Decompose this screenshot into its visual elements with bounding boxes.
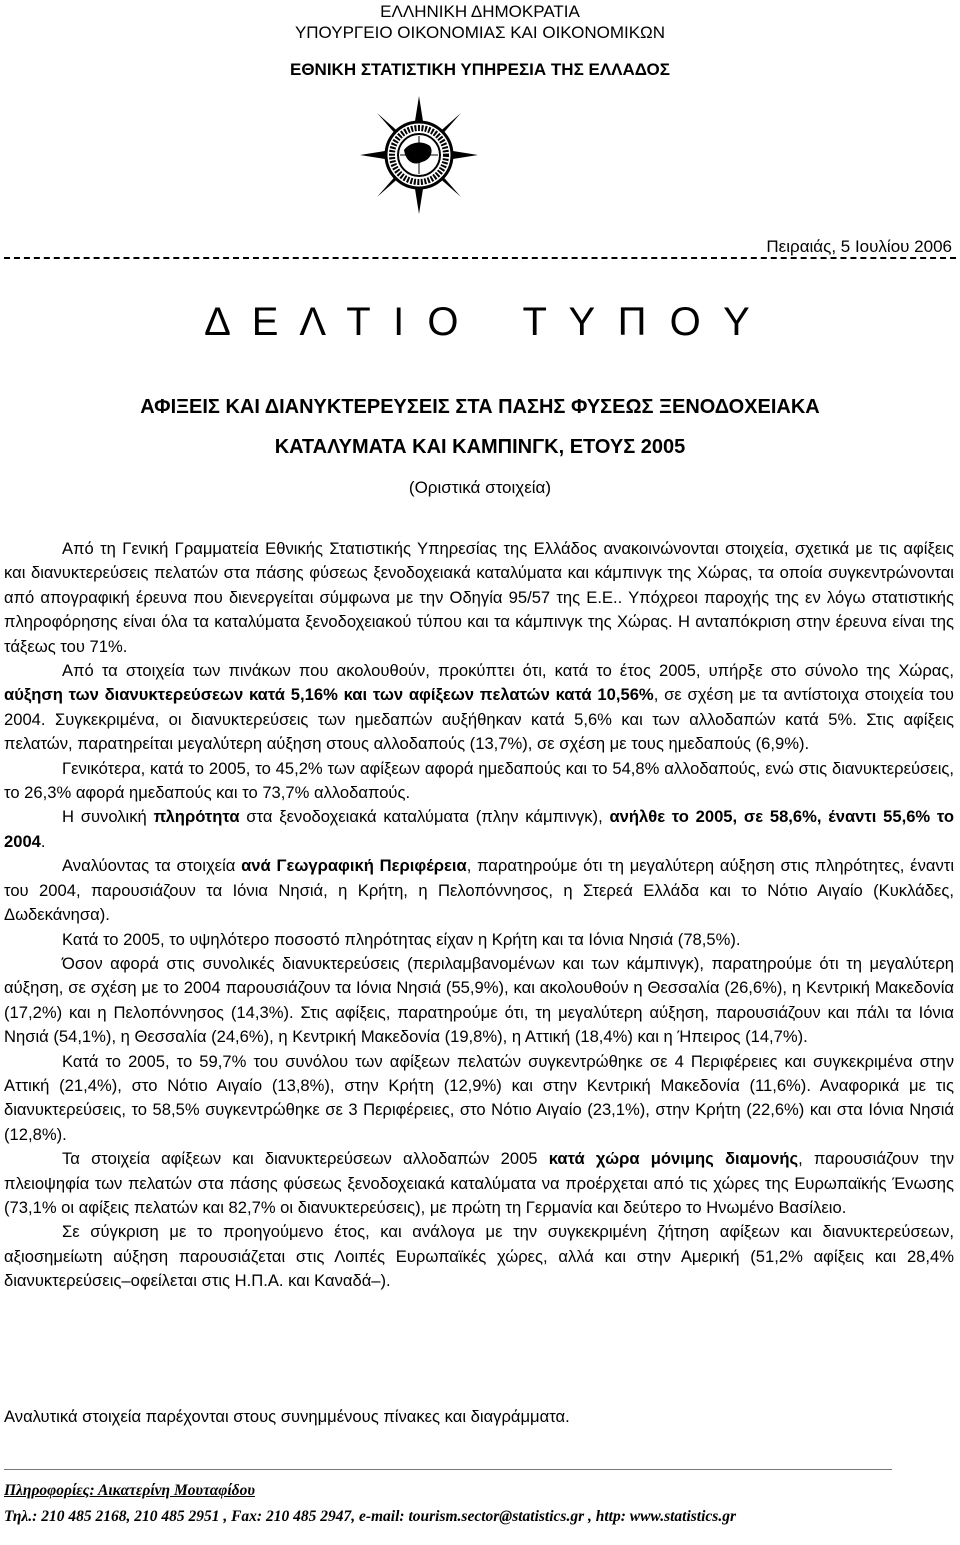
paragraph-2 (4, 659, 954, 757)
header-divider (4, 257, 956, 259)
p9-text-c: , παρουσιάζουν την πλειοψηφία των πελατών στα πάσης φύσεως ξενοδοχειακά καταλύματα να προέρχεται από τις χώρες της Ευρωπαϊκής Ένωσης (73,1% οι αφίξεις πελατών και 82,7% οι διανυκτερεύσεις), με πρώτη τη Γερμανία και δεύτερο το Ηνωμένο Βασίλειο. (4, 1149, 954, 1217)
footer-divider (4, 1469, 892, 1470)
p4-bold-a: πληρότητα (153, 807, 240, 827)
paragraph-1: Από τη Γενική Γραμματεία Εθνικής Στατιστικής Υπηρεσίας της Ελλάδος ανακοινώνονται στοιχεία, σχετικά με τις αφίξεις και διανυκτερεύσεις πελατών στα πάσης φύσεως ξενοδοχειακά καταλύματα και κάμπινγκ της Χώρας, τα οποία συγκεντρώνονται από απογραφική έρευνα που διενεργείται σύμφωνα με την Οδηγία 95/57 της Ε.Ε.. Υπόχρεοι παροχής της εν λόγω στατιστικής πληροφόρησης είναι όλα τα καταλύματα ξενοδοχειακού τύπου και τα κάμπινγκ της Χώρας. Η ανταπόκριση στην έρευνα είναι της τάξεως του 71%. (4, 539, 954, 656)
p4-text-c: στα ξενοδοχειακά καταλύματα (πλην κάμπινγκ), (239, 807, 610, 827)
p2-text-a: Από τα στοιχεία των πινάκων που ακολουθούν, προκύπτει ότι, κατά το έτος 2005, υπήρξε στο σύνολο της Χώρας, (62, 661, 954, 681)
body-text (4, 537, 954, 1294)
title-part-1: Δ Ε Λ Τ Ι Ο (204, 300, 465, 344)
p2-bold: αύξηση των διανυκτερεύσεων κατά 5,16% και των αφίξεων πελατών κατά 10,56% (4, 685, 654, 705)
subtitle-note: (Οριστικά στοιχεία) (408, 478, 552, 497)
footer-contact-details: Τηλ.: 210 485 2168, 210 485 2951 , Fax: 210 485 2947, e-mail: tourism.sector@statistics.gr , http: www.statistics.gr (4, 1508, 736, 1525)
subtitle-line-1: ΑΦΙΞΕΙΣ ΚΑΙ ΔΙΑΝΥΚΤΕΡΕΥΣΕΙΣ ΣΤΑ ΠΑΣΗΣ ΦΥΣΕΩΣ ΞΕΝΟΔΟΧΕΙΑΚΑ (140, 396, 820, 418)
press-release-title (0, 298, 960, 346)
p2-text-c: , σε σχέση με τα αντίστοιχα στοιχεία του 2004. Συγκεκριμένα, οι διανυκτερεύσεις των ημεδαπών αυξήθηκαν κατά 5,6% και των αλλοδαπών κατά 5%. Στις αφίξεις πελατών, παρατηρείται μεγαλύτερη αύξηση στους αλλοδαπούς (13,7%), σε σχέση με τους ημεδαπούς (6,9%). (4, 685, 954, 754)
paragraph-4 (4, 805, 954, 854)
p4-bold-d: ανήλθε το 2005, σε 58,6%, έναντι 55,6% το 2004 (4, 807, 954, 851)
p5-text-c: , παρατηρούμε ότι τη μεγαλύτερη αύξηση στις πληρότητες, έναντι του 2004, παρουσιάζουν τα Ιόνια Νησιά, η Κρήτη, η Πελοπόννησος, η Στερεά Ελλάδα και το Νότιο Αιγαίο (Κυκλάδες, Δωδεκάνησα). (4, 856, 955, 925)
closing-note: Αναλυτικά στοιχεία παρέχονται στους συνημμένους πίνακες και διαγράμματα. (4, 1407, 570, 1426)
p9-bold: κατά χώρα μόνιμης διαμονής (548, 1149, 799, 1169)
compass-star-seal-icon (360, 96, 478, 214)
header-ministry: ΥΠΟΥΡΓΕΙΟ ΟΙΚΟΝΟΜΙΑΣ ΚΑΙ ΟΙΚΟΝΟΜΙΚΩΝ (294, 23, 666, 42)
p9-text-a: Τα στοιχεία αφίξεων και διανυκτερεύσεων αλλοδαπών 2005 (62, 1149, 549, 1169)
footer-contact-person: Πληροφορίες: Αικατερίνη Μουταφίδου (4, 1482, 255, 1499)
paragraph-10: Σε σύγκριση με το προηγούμενο έτος, και ανάλογα με την συγκεκριμένη ζήτηση αφίξεων και διανυκτερεύσεων, αξιοσημείωτη αύξηση παρουσιάζεται στις Λοιπές Ευρωπαϊκές χώρες, αλλά και στην Αμερική (51,2% αφίξεις και 28,4% διανυκτερεύσεις–οφείλεται στις Η.Π.Α. και Καναδά–). (4, 1222, 954, 1291)
paragraph-8: Κατά το 2005, το 59,7% του συνόλου των αφίξεων πελατών συγκεντρώθηκε σε 4 Περιφέρειες και συγκεκριμένα στην Αττική (21,4%), στο Νότιο Αιγαίο (13,8%), στην Κρήτη (12,9%) και στην Κεντρική Μακεδονία (11,6%). Αναφορικά με τις διανυκτερεύσεις, το 58,5% συγκεντρώθηκε σε 3 Περιφέρειες, στο Νότιο Αιγαίο (23,1%), στην Κρήτη (22,6%) και στα Ιόνια Νησιά (12,8%). (4, 1051, 954, 1144)
title-part-2: Τ Υ Π Ο Υ (522, 300, 756, 344)
p4-text-a: Η συνολική (62, 807, 154, 827)
p5-bold: ανά Γεωγραφική Περιφέρεια (241, 856, 467, 876)
p4-text-e: . (40, 831, 46, 851)
header-republic: ΕΛΛΗΝΙΚΗ ΔΗΜΟΚΡΑΤΙΑ (380, 2, 580, 21)
paragraph-7: Όσον αφορά στις συνολικές διανυκτερεύσεις (περιλαμβανομένων και των κάμπινγκ), παρατηρούμε ότι τη μεγαλύτερη αύξηση, σε σχέση με το 2004 παρουσιάζουν τα Ιόνια Νησιά (55,9%), και ακολουθούν η Θεσσαλία (26,6%), η Κεντρική Μακεδονία (17,2%) και η Πελοπόννησος (14,3%). Στις αφίξεις, παρατηρούμε ότι, τη μεγαλύτερη αύξηση, παρουσιάζουν και πάλι τα Ιόνια Νησιά (54,1%), η Θεσσαλία (24,6%), η Κεντρική Μακεδονία (19,8%), η Αττική (18,4%) και η Ήπειρος (14,7%). (4, 953, 954, 1047)
paragraph-3: Γενικότερα, κατά το 2005, το 45,2% των αφίξεων αφορά ημεδαπούς και το 54,8% αλλοδαπούς, ενώ στις διανυκτερεύσεις, το 26,3% αφορά ημεδαπούς και το 73,7% αλλοδαπούς. (4, 758, 954, 803)
paragraph-5 (4, 854, 954, 927)
paragraph-9 (4, 1147, 954, 1220)
subtitle-line-2: ΚΑΤΑΛΥΜΑΤΑ ΚΑΙ ΚΑΜΠΙΝΓΚ, ΕΤΟΥΣ 2005 (274, 436, 686, 458)
p5-text-a: Αναλύοντας τα στοιχεία (62, 856, 242, 876)
press-date: Πειραιάς, 5 Ιουλίου 2006 (766, 237, 952, 256)
header-service: ΕΘΝΙΚΗ ΣΤΑΤΙΣΤΙΚΗ ΥΠΗΡΕΣΙΑ ΤΗΣ ΕΛΛΑΔΟΣ (290, 60, 670, 79)
paragraph-6: Κατά το 2005, το υψηλότερο ποσοστό πληρότητας είχαν η Κρήτη και τα Ιόνια Νησιά (78,5%). (62, 929, 741, 949)
